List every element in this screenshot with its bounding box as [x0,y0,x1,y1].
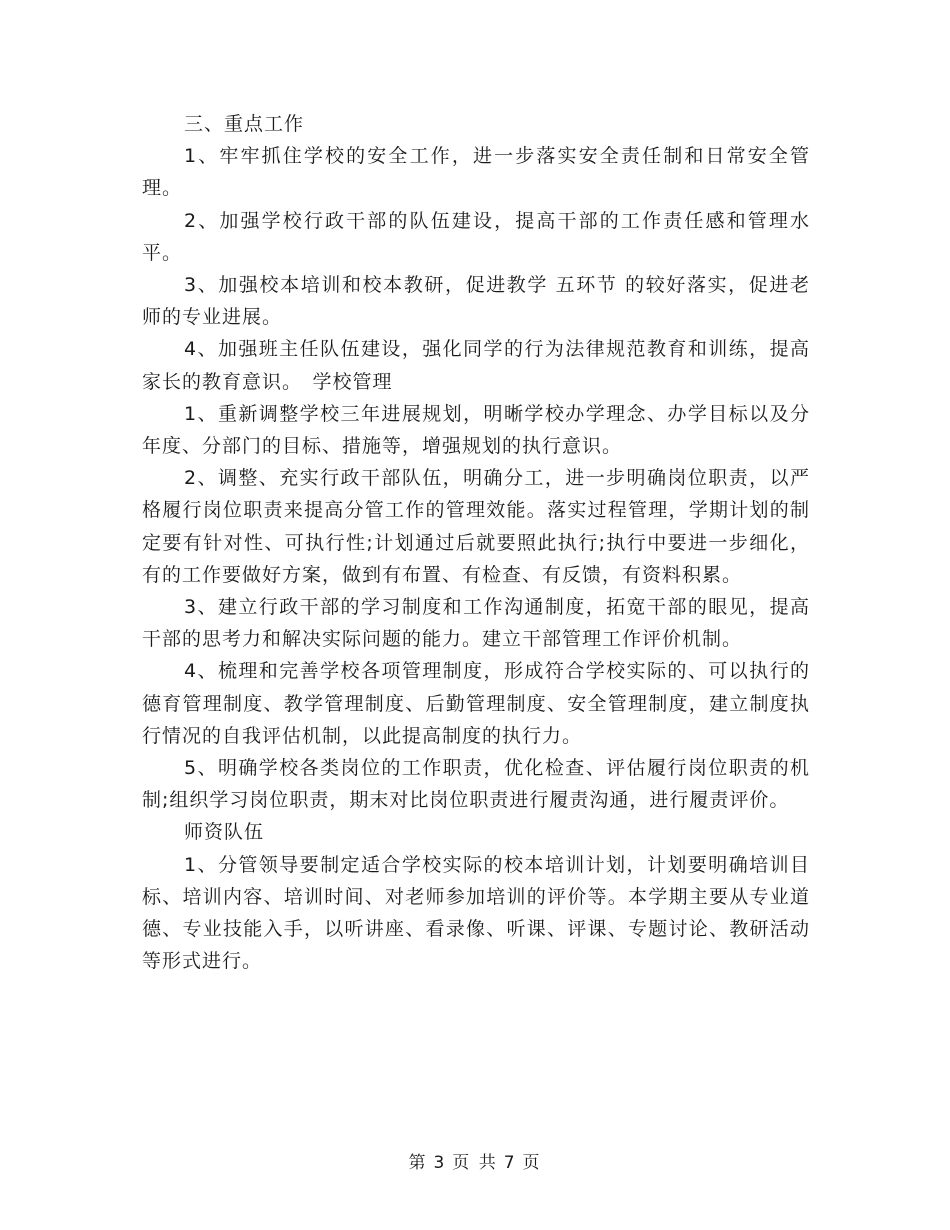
page-footer [0,1148,950,1173]
paragraph: 2、加强学校行政干部的队伍建设，提高干部的工作责任感和管理水平。 [142,209,810,264]
paragraph: 4、加强班主任队伍建设，强化同学的行为法律规范教育和训练，提高家长的教育意识。 学校管理 [142,338,810,393]
section-heading-teachers: 师资队伍 [184,821,265,844]
footer-suffix: 页 [522,1153,542,1173]
paragraph: 2、调整、充实行政干部队伍，明确分工，进一步明确岗位职责，以严格履行岗位职责来提高分管工作的管理效能。落实过程管理，学期计划的制定要有针对性、可执行性;计划通过后就要照此执行;执行中要进一步细化，有的工作要做好方案，做到有布置、有检查、有反馈，有资料积累。 [142,467,810,586]
footer-total-pages: 7 [503,1153,517,1173]
paragraph: 5、明确学校各类岗位的工作职责，优化检查、评估履行岗位职责的机制;组织学习岗位职责，期末对比岗位职责进行履责沟通，进行履责评价。 [142,757,810,812]
paragraph: 3、建立行政干部的学习制度和工作沟通制度，拓宽干部的眼见，提高干部的思考力和解决实际问题的能力。建立干部管理工作评价机制。 [142,596,810,651]
paragraph: 3、加强校本培训和校本教研，促进教学 五环节 的较好落实，促进老师的专业进展。 [142,274,810,329]
footer-page-number: 3 [433,1153,447,1173]
footer-middle: 页 共 [452,1153,498,1173]
section-heading-key-work: 三、重点工作 [184,113,305,135]
document-body [142,108,810,977]
paragraph: 1、牢牢抓住学校的安全工作，进一步落实安全责任制和日常安全管理。 [142,145,810,200]
paragraph: 4、梳理和完善学校各项管理制度，形成符合学校实际的、可以执行的德育管理制度、教学管理制度、后勤管理制度、安全管理制度，建立制度执行情况的自我评估机制，以此提高制度的执行力。 [142,660,810,747]
paragraph: 1、分管领导要制定适合学校实际的校本培训计划，计划要明确培训目标、培训内容、培训时间、对老师参加培训的评价等。本学期主要从专业道德、专业技能入手，以听讲座、看录像、听课、评课、专题讨论、教研活动等形式进行。 [142,853,810,973]
paragraph: 1、重新调整学校三年进展规划，明晰学校办学理念、办学目标以及分年度、分部门的目标、措施等，增强规划的执行意识。 [142,402,810,458]
footer-prefix: 第 [408,1153,428,1173]
